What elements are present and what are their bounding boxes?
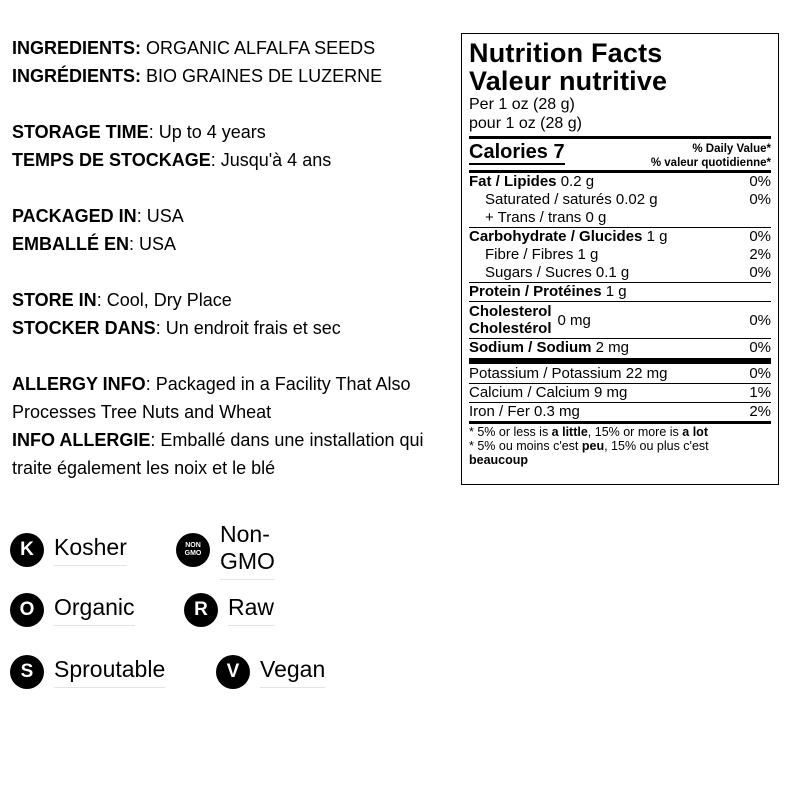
allergy-block xyxy=(12,370,452,482)
badge-vegan: V Vegan xyxy=(216,652,325,692)
iron-row: Iron / Fer 0.3 mg 2% xyxy=(469,403,771,420)
storage-time-fr: TEMPS DE STOCKAGE: Jusqu'à 4 ans xyxy=(12,150,332,170)
allergy-fr: INFO ALLERGIE: Emballé dans une installation qui traite également les noix et le blé xyxy=(12,430,424,478)
storage-time-en: STORAGE TIME: Up to 4 years xyxy=(12,122,266,142)
footnote-en: * 5% or less is a little, 15% or more is a lot xyxy=(469,425,708,439)
nutrition-facts-panel xyxy=(461,33,779,485)
serving-size-fr: pour 1 oz (28 g) xyxy=(469,115,582,132)
calories-row xyxy=(469,139,771,170)
ingredients-block xyxy=(12,34,452,90)
badge-kosher: K Kosher xyxy=(10,530,127,570)
packaged-block xyxy=(12,202,452,258)
badge-sproutable: S Sproutable xyxy=(10,652,165,692)
storage-time-block xyxy=(12,118,452,174)
serving-size-en: Per 1 oz (28 g) xyxy=(469,96,575,113)
divider xyxy=(469,358,771,364)
saturated-row: Saturated / saturés 0.02 g 0% xyxy=(485,191,771,208)
ingredients-en: INGREDIENTS: ORGANIC ALFALFA SEEDS xyxy=(12,38,376,58)
badge-non-gmo: NON GMO Non-GMO xyxy=(176,530,275,570)
packaged-fr: EMBALLÉ EN: USA xyxy=(12,234,177,254)
badge-raw: R Raw xyxy=(184,590,274,630)
daily-value-header: % Daily Value* % valeur quotidienne* xyxy=(650,143,771,169)
footnote-fr: * 5% ou moins c'est peu, 15% ou plus c'est beaucoup xyxy=(469,439,709,467)
badge-organic: O Organic xyxy=(10,590,135,630)
carbohydrate-row: Carbohydrate / Glucides 1 g 0% xyxy=(469,228,771,245)
product-info xyxy=(12,34,452,482)
allergy-en: ALLERGY INFO: Packaged in a Facility That Also Processes Tree Nuts and Wheat xyxy=(12,374,411,422)
calories: Calories 7 xyxy=(469,141,565,163)
calcium-row: Calcium / Calcium 9 mg 1% xyxy=(469,384,771,401)
kosher-icon: K xyxy=(10,533,44,567)
raw-icon: R xyxy=(184,593,218,627)
sugars-row: Sugars / Sucres 0.1 g 0% xyxy=(485,264,771,281)
store-in-block xyxy=(12,286,452,342)
store-in-fr: STOCKER DANS: Un endroit frais et sec xyxy=(12,318,341,338)
trans-row: + Trans / trans 0 g xyxy=(485,209,607,226)
ingredients-fr: INGRÉDIENTS: BIO GRAINES DE LUZERNE xyxy=(12,66,383,86)
sproutable-icon: S xyxy=(10,655,44,689)
protein-row: Protein / Protéines 1 g xyxy=(469,283,627,300)
nutrition-title-en: Nutrition Facts xyxy=(469,38,663,68)
fibre-row: Fibre / Fibres 1 g 2% xyxy=(485,246,771,263)
non-gmo-icon: NON GMO xyxy=(176,533,210,567)
store-in-en: STORE IN: Cool, Dry Place xyxy=(12,290,232,310)
organic-icon: O xyxy=(10,593,44,627)
cholesterol-row: Cholesterol Cholestérol 0 mg 0% xyxy=(469,303,771,337)
vegan-icon: V xyxy=(216,655,250,689)
nutrition-title-fr: Valeur nutritive xyxy=(469,66,668,96)
packaged-en: PACKAGED IN: USA xyxy=(12,206,184,226)
fat-row: Fat / Lipides 0.2 g 0% xyxy=(469,173,771,190)
potassium-row: Potassium / Potassium 22 mg 0% xyxy=(469,365,771,382)
sodium-row: Sodium / Sodium 2 mg 0% xyxy=(469,339,771,356)
